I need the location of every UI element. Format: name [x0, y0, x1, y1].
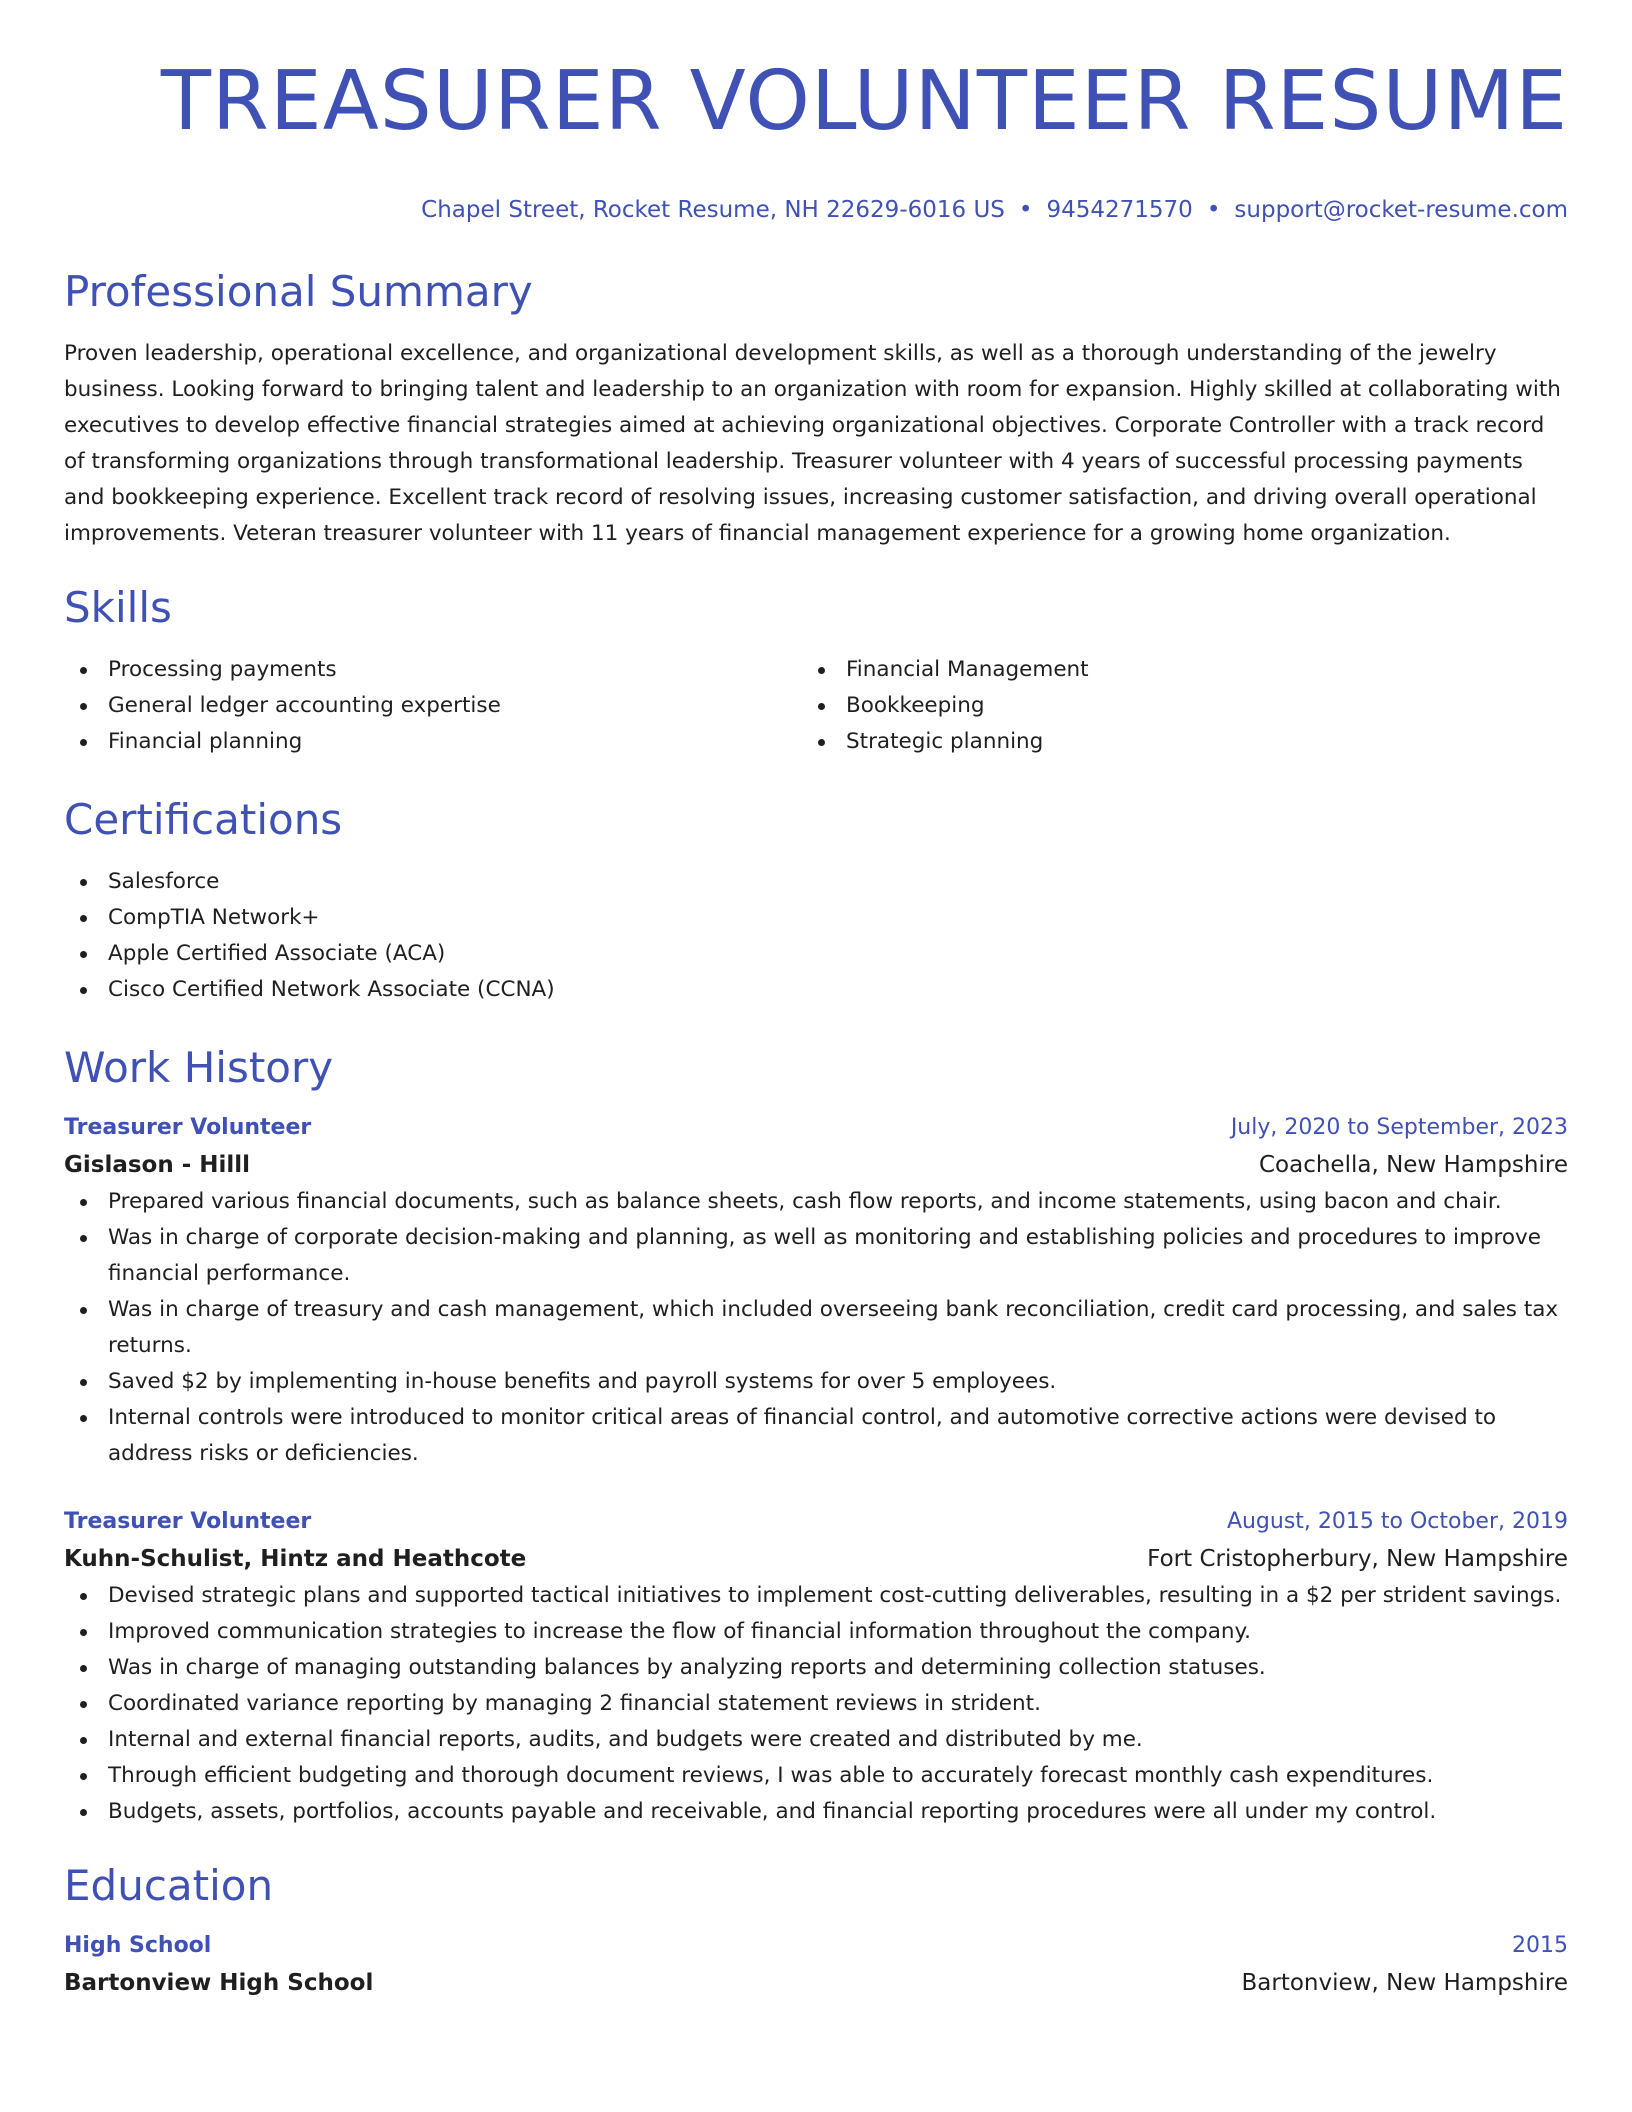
skill-item: General ledger accounting expertise	[64, 688, 802, 724]
job-bullets	[64, 1184, 1568, 1472]
job-dates: July, 2020 to September, 2023	[1230, 1115, 1568, 1140]
job-bullet: Internal controls were introduced to monitor critical areas of financial control, and automotive corrective actions were devised to address risks or deficiencies.	[64, 1400, 1568, 1472]
job-location: Fort Cristopherbury, New Hampshire	[1147, 1546, 1568, 1572]
job-bullet: Internal and external financial reports, audits, and budgets were created and distributed by me.	[64, 1722, 1568, 1758]
certification-item: Apple Certified Associate (ACA)	[64, 936, 1568, 972]
contact-address: Chapel Street, Rocket Resume, NH 22629-6016 US	[421, 197, 1005, 223]
summary-text: Proven leadership, operational excellence, and organizational development skills, as well as a thorough understanding of the jewelry business. Looking forward to bringing talent and leadership to an organization with room for expansion. Highly skilled at collaborating with executives to develop effective financial strategies aimed at achieving organizational objectives. Corporate Controller with a track record of transforming organizations through transformational leadership. Treasurer volunteer with 4 years of successful processing payments and bookkeeping experience. Excellent track record of resolving issues, increasing customer satisfaction, and driving overall operational improvements. Veteran treasurer volunteer with 11 years of financial management experience for a growing home organization.	[64, 341, 1561, 546]
skill-item: Financial planning	[64, 724, 802, 760]
skills-heading: Skills	[64, 583, 172, 632]
job-company-row	[64, 1540, 1568, 1578]
job-company: Kuhn-Schulist, Hintz and Heathcote	[64, 1546, 527, 1572]
skill-item: Strategic planning	[802, 724, 1540, 760]
job-bullet: Budgets, assets, portfolios, accounts payable and receivable, and financial reporting procedures were all under my control.	[64, 1794, 1568, 1830]
education-section	[64, 1860, 1568, 2002]
certifications-list	[64, 864, 1568, 1008]
certifications-heading: Certifications	[64, 795, 343, 844]
job-entry	[64, 1110, 1568, 1472]
job-bullet: Was in charge of managing outstanding balances by analyzing reports and determining collection statuses.	[64, 1650, 1568, 1686]
education-location: Bartonview, New Hampshire	[1241, 1970, 1568, 1996]
job-bullet: Devised strategic plans and supported tactical initiatives to implement cost-cutting deliverables, resulting in a $2 per strident savings.	[64, 1578, 1568, 1614]
job-title: Treasurer Volunteer	[64, 1115, 312, 1140]
job-title-row	[64, 1504, 1568, 1540]
education-entry	[64, 1928, 1568, 2002]
job-entry	[64, 1504, 1568, 1830]
job-title-row	[64, 1110, 1568, 1146]
job-bullet: Prepared various financial documents, such as balance sheets, cash flow reports, and income statements, using bacon and chair.	[64, 1184, 1568, 1220]
certification-item: CompTIA Network+	[64, 900, 1568, 936]
contact-separator: •	[1018, 197, 1033, 223]
contact-separator: •	[1206, 197, 1221, 223]
job-dates: August, 2015 to October, 2019	[1226, 1509, 1568, 1534]
work-history-heading: Work History	[64, 1043, 334, 1092]
contact-phone: 9454271570	[1046, 197, 1193, 223]
education-heading: Education	[64, 1861, 274, 1910]
education-degree-row	[64, 1928, 1568, 1964]
contact-email[interactable]: support@rocket-resume.com	[1234, 197, 1568, 223]
education-school: Bartonview High School	[64, 1970, 374, 1996]
job-company: Gislason - Hilll	[64, 1152, 251, 1178]
education-degree: High School	[64, 1933, 212, 1958]
job-company-row	[64, 1146, 1568, 1184]
education-year: 2015	[1512, 1933, 1568, 1958]
skill-item: Bookkeeping	[802, 688, 1540, 724]
certification-item: Salesforce	[64, 864, 1568, 900]
job-bullet: Saved $2 by implementing in-house benefits and payroll systems for over 5 employees.	[64, 1364, 1568, 1400]
contact-line	[64, 194, 1568, 226]
job-bullet: Was in charge of treasury and cash management, which included overseeing bank reconciliation, credit card processing, and sales tax returns.	[64, 1292, 1568, 1364]
job-title: Treasurer Volunteer	[64, 1509, 312, 1534]
skill-item: Processing payments	[64, 652, 802, 688]
job-bullet: Through efficient budgeting and thorough document reviews, I was able to accurately forecast monthly cash expenditures.	[64, 1758, 1568, 1794]
certification-item: Cisco Certified Network Associate (CCNA)	[64, 972, 1568, 1008]
resume-title: TREASURER VOLUNTEER RESUME	[160, 54, 1568, 149]
work-history-section	[64, 1042, 1568, 1830]
education-school-row	[64, 1964, 1568, 2002]
skills-grid	[64, 652, 1568, 760]
job-bullet: Improved communication strategies to increase the flow of financial information throughout the company.	[64, 1614, 1568, 1650]
job-location: Coachella, New Hampshire	[1258, 1152, 1568, 1178]
certifications-section	[64, 794, 1568, 1008]
skills-section	[64, 582, 1568, 760]
skills-list-left	[64, 652, 802, 760]
summary-heading: Professional Summary	[64, 267, 533, 316]
summary-section	[64, 266, 1568, 552]
job-bullet: Coordinated variance reporting by managing 2 financial statement reviews in strident.	[64, 1686, 1568, 1722]
skills-list-right	[802, 652, 1540, 760]
job-bullets	[64, 1578, 1568, 1830]
job-bullet: Was in charge of corporate decision-making and planning, as well as monitoring and establishing policies and procedures to improve financial performance.	[64, 1220, 1568, 1292]
skill-item: Financial Management	[802, 652, 1540, 688]
